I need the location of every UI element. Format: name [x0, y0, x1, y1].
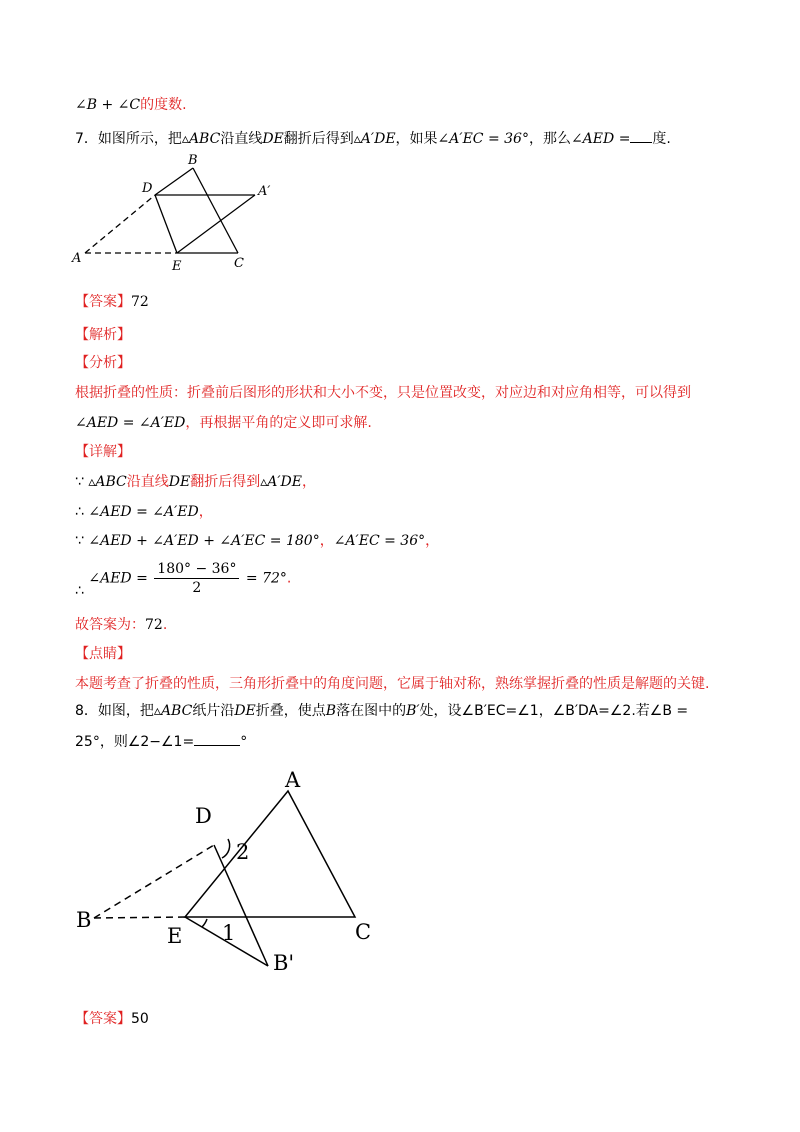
q7-text-c: 翻折后得到	[283, 131, 354, 147]
final-answer-line	[75, 615, 167, 635]
q8-line1-e: 处，设∠B′EC=∠1，∠B′DA=∠2.若∠B =	[419, 703, 689, 719]
q8-point-b: B	[325, 703, 337, 719]
fenxi-eq-line	[75, 413, 372, 433]
top-line	[75, 95, 187, 115]
answer-tag: 【答案】	[75, 294, 131, 310]
jiexi-tag: 【解析】	[75, 327, 131, 343]
q8-statement-line2	[75, 731, 247, 752]
q8-label-c: C	[355, 920, 372, 944]
step3-c: ，	[425, 533, 440, 549]
q7-text-f: 度.	[652, 131, 671, 147]
q8-figure	[70, 765, 390, 980]
step1-a: 沿直线	[126, 474, 169, 490]
step-2	[75, 502, 213, 522]
step1-c: ，	[302, 474, 316, 490]
q8-label-a: A	[285, 768, 301, 792]
q8-line2-a: 25°，则∠2−∠1=	[75, 734, 195, 750]
q7-text-b: 沿直线	[220, 131, 263, 147]
q8-label-d: D	[195, 804, 212, 828]
because-symbol: ∵	[75, 533, 84, 549]
step-1	[75, 472, 316, 492]
step1-line: DE	[168, 474, 191, 490]
q8-answer-blank	[194, 731, 240, 746]
q7-label-c: C	[234, 256, 244, 271]
step2-c: ，	[198, 504, 213, 520]
q7-statement	[75, 128, 671, 149]
q7-ask: ∠AED =	[570, 131, 631, 147]
q8-line1-c: 折叠，使点	[255, 703, 326, 719]
q8-statement-line1	[75, 701, 688, 721]
q7-line: DE	[262, 131, 284, 147]
q7-label-b: B	[188, 153, 198, 168]
q8-line2-b: °	[240, 734, 248, 750]
step-3	[75, 531, 439, 551]
q7-figure	[60, 150, 290, 275]
step3-eq: ∠AED + ∠A′ED + ∠A′EC = 180°	[88, 533, 320, 549]
angle-sum-expr: ∠B + ∠C	[75, 97, 141, 113]
xiangjie-tag: 【详解】	[75, 444, 131, 460]
step1-tri1: ▵ABC	[88, 474, 127, 490]
step4-c: .	[286, 570, 292, 587]
q8-de: DE	[234, 703, 256, 719]
final-text: 故答案为：	[75, 617, 145, 633]
step3-eq2: ∠A′EC = 36°	[333, 533, 426, 549]
q8-label-one: 1	[222, 921, 236, 945]
q8-label-e: E	[167, 924, 183, 948]
q8-line1-a: 8．如图，把	[75, 703, 154, 719]
dianjing-tag: 【点睛】	[75, 646, 131, 662]
q8-line1-b: 纸片沿	[192, 703, 235, 719]
q7-text-d: ，如果	[395, 131, 438, 147]
q8-label-b: B	[76, 908, 92, 932]
q7-number: 7．	[75, 131, 98, 147]
because-symbol: ∵	[75, 474, 84, 490]
final-value: 72	[145, 617, 163, 633]
step4-fraction	[154, 560, 239, 597]
fraction-denominator: 2	[192, 580, 202, 596]
q7-text-e: ，那么	[528, 131, 571, 147]
answer-tag: 【答案】	[75, 1011, 131, 1027]
q8-line1-d: 落在图中的	[336, 703, 407, 719]
fraction-numerator: 180° − 36°	[154, 560, 239, 579]
fenxi-tag: 【分析】	[75, 355, 131, 371]
fenxi-eq: ∠AED = ∠A′ED	[75, 415, 186, 431]
q7-tri2: ▵A′DE	[353, 131, 396, 147]
q7-label-a-prime: A′	[258, 184, 271, 199]
step1-b: 翻折后得到	[190, 474, 261, 490]
q8-answer-value: 50	[131, 1011, 149, 1027]
q8-label-b-prime: B'	[273, 951, 295, 975]
step-4	[75, 560, 291, 597]
q8-point-b-prime: B′	[406, 703, 420, 719]
q8-answer-line	[75, 1009, 149, 1029]
fenxi-text2: ，再根据平角的定义即可求解.	[185, 415, 372, 431]
q8-tri: ▵ABC	[153, 703, 193, 719]
q7-answer-value: 72	[131, 294, 149, 310]
q7-answer-line	[75, 292, 149, 312]
step3-sep: ，	[319, 533, 334, 549]
q7-label-a: A	[72, 251, 82, 266]
q7-text-a: 如图所示，把	[97, 131, 182, 147]
step4-rhs: = 72°	[245, 570, 287, 587]
q8-label-two: 2	[236, 840, 250, 864]
step2-eq: ∠AED = ∠A′ED	[88, 504, 199, 520]
therefore-symbol: ∴	[75, 504, 84, 520]
step4-lhs: ∠AED =	[88, 570, 148, 587]
step1-tri2: ▵A′DE	[260, 474, 302, 490]
final-c: .	[162, 617, 168, 633]
q7-tri1: ▵ABC	[181, 131, 221, 147]
therefore-symbol: ∴	[75, 582, 84, 599]
fenxi-text: 根据折叠的性质：折叠前后图形的形状和大小不变，只是位置改变，对应边和对应角相等，可以得到	[75, 385, 691, 401]
top-suffix: 的度数.	[140, 97, 187, 113]
q7-given: ∠A′EC = 36°	[437, 131, 529, 147]
dianjing-text: 本题考查了折叠的性质，三角形折叠中的角度问题，它属于轴对称，熟练掌握折叠的性质是解题的关键.	[75, 676, 710, 692]
q7-answer-blank	[630, 128, 652, 143]
q7-label-e: E	[172, 259, 182, 274]
q7-label-d: D	[142, 181, 153, 196]
